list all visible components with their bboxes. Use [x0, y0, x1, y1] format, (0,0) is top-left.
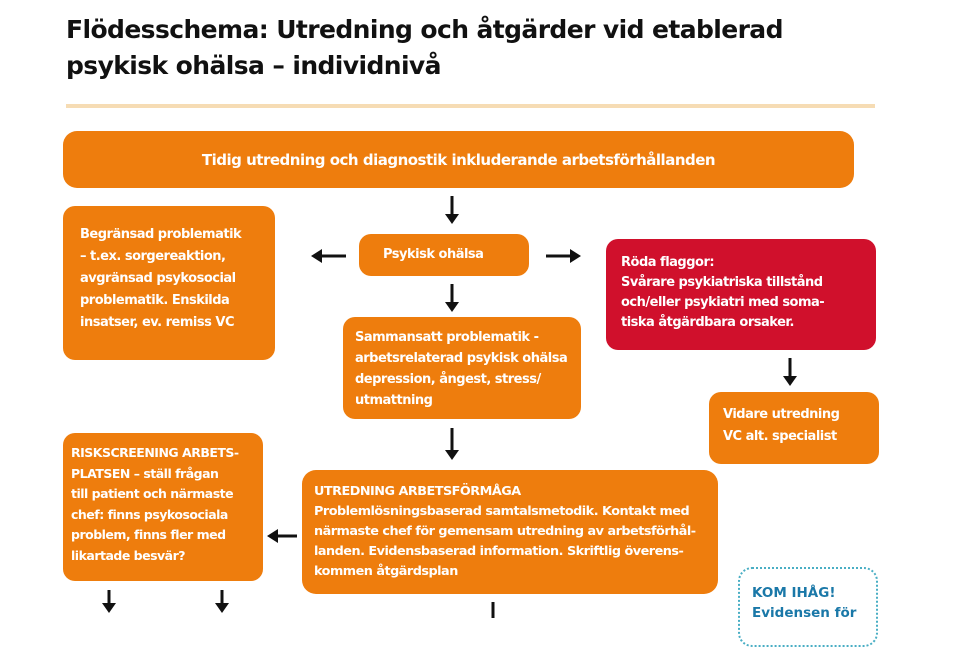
node-text-line: RISKSCREENING ARBETS-: [71, 445, 239, 460]
node-text-line: avgränsad psykosocial: [80, 271, 236, 286]
page-title: [66, 12, 826, 84]
node-text-line: utmattning: [355, 393, 433, 408]
arrow-down-icon: [443, 196, 461, 226]
node-text-line: och/eller psykiatri med soma-: [621, 295, 825, 310]
node-text-line: Svårare psykiatriska tillstånd: [621, 275, 823, 290]
node-text-line: UTREDNING ARBETSFÖRMÅGA: [314, 484, 521, 499]
node-text-line: Vidare utredning: [723, 407, 840, 422]
remember-text: Evidensen för: [752, 605, 857, 621]
node-further-assessment: [709, 392, 879, 464]
node-text-line: tiska åtgärdbara orsaker.: [621, 315, 794, 330]
node-mental-ill-health-text: Psykisk ohälsa: [383, 247, 484, 262]
node-text-line: landen. Evidensbaserad information. Skriftlig överens-: [314, 544, 684, 559]
node-text-line: chef: finns psykosociala: [71, 506, 228, 522]
node-early-assessment: [63, 131, 854, 188]
arrow-down-icon: [781, 358, 799, 388]
node-text-line: Problemlösningsbaserad samtalsmetodik. Kontakt med: [314, 504, 690, 519]
title-divider: [66, 104, 875, 108]
node-risk-screening: [63, 433, 263, 581]
node-text-line: Begränsad problematik: [80, 227, 242, 242]
node-text-line: VC alt. specialist: [723, 429, 837, 444]
node-text-line: depression, ångest, stress/: [355, 372, 541, 387]
node-text-line: PLATSEN – ställ frågan: [71, 465, 219, 481]
arrow-down-icon: [484, 602, 502, 618]
node-text-line: problem, finns fler med: [71, 527, 226, 542]
node-text-line: till patient och närmaste: [71, 486, 234, 501]
arrow-down-icon: [100, 590, 118, 616]
node-text-line: kommen åtgärdsplan: [314, 564, 458, 579]
arrow-down-icon: [443, 284, 461, 314]
remember-heading: KOM IHÅG!: [752, 585, 836, 601]
arrow-left-icon: [310, 246, 348, 266]
arrow-right-icon: [544, 246, 582, 266]
arrow-left-icon: [266, 526, 298, 546]
node-text-line: insatser, ev. remiss VC: [80, 315, 234, 330]
node-work-ability-assessment: [302, 470, 718, 594]
arrow-down-icon: [213, 590, 231, 616]
node-early-assessment-text: Tidig utredning och diagnostik inkluderande arbetsförhållanden: [201, 150, 716, 169]
title-line-2: psykisk ohälsa – individnivå: [66, 51, 441, 80]
arrow-down-icon: [443, 428, 461, 462]
node-text-line: arbetsrelaterad psykisk ohälsa: [355, 351, 568, 366]
node-text-line: Sammansatt problematik -: [355, 330, 539, 345]
node-text-line: närmaste chef för gemensam utredning av arbetsförhål-: [314, 524, 696, 539]
node-text-line: Röda flaggor:: [621, 255, 715, 270]
node-text-line: – t.ex. sorgereaktion,: [80, 249, 226, 264]
node-text-line: problematik. Enskilda: [80, 293, 230, 308]
node-text-line: likartade besvär?: [71, 547, 186, 563]
node-red-flags: [606, 239, 876, 350]
remember-callout: [738, 567, 878, 647]
node-mental-ill-health: [359, 234, 529, 276]
node-limited-problems: [63, 206, 275, 360]
node-compound-problems: [343, 317, 581, 419]
title-line-1: Flödesschema: Utredning och åtgärder vid etablerad: [66, 15, 783, 44]
